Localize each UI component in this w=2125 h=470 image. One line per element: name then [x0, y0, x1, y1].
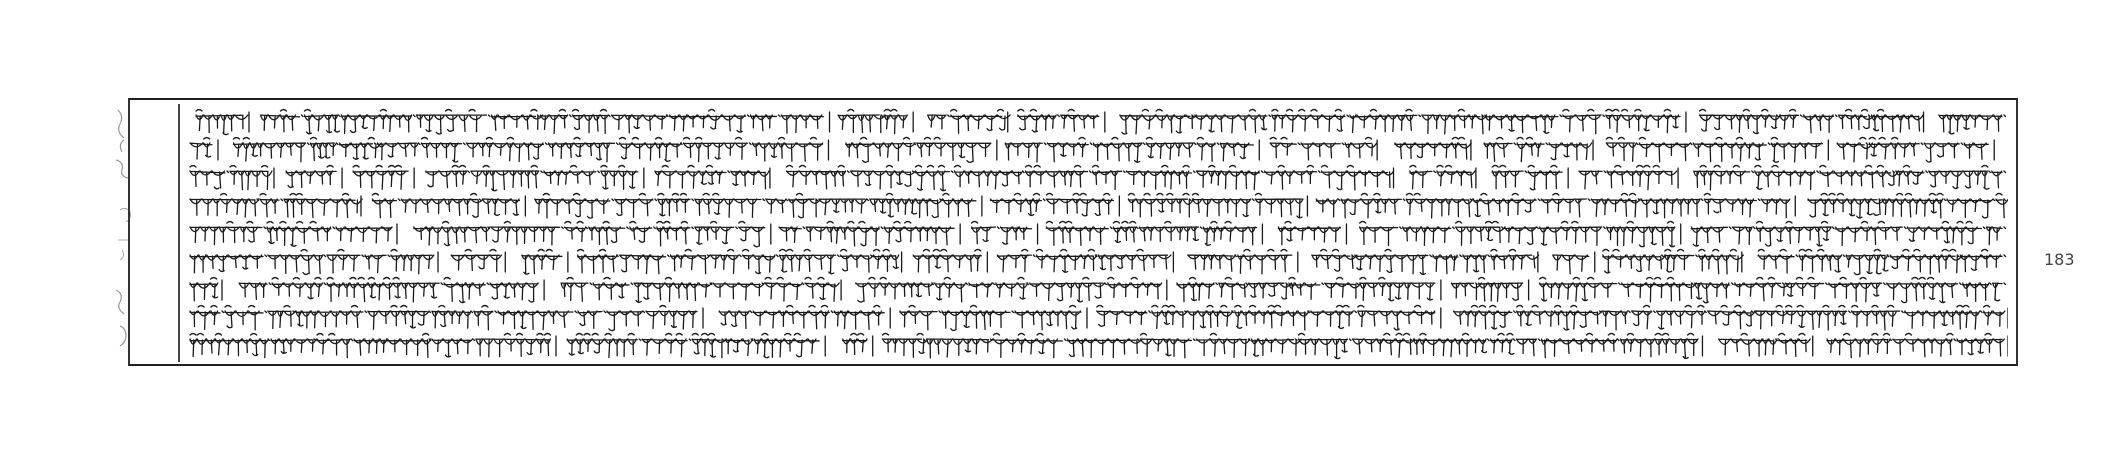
handwritten-script-strokes [190, 194, 2008, 219]
text-line-1 [186, 106, 2008, 136]
text-line-7 [186, 274, 2008, 304]
text-line-5 [186, 218, 2008, 248]
text-line-4 [186, 190, 2008, 220]
handwritten-script-strokes [190, 278, 2006, 303]
text-line-6 [186, 246, 2008, 276]
handwritten-script-strokes [190, 166, 2006, 191]
handwritten-script-strokes [190, 138, 1994, 163]
tibetan-text-block [186, 104, 2008, 362]
handwritten-script-strokes [196, 110, 2006, 135]
handwritten-script-strokes [190, 250, 2006, 275]
handwritten-script-strokes [190, 306, 2008, 331]
handwritten-script-strokes [190, 334, 2008, 359]
text-line-3 [186, 162, 2008, 192]
text-line-8 [186, 302, 2008, 332]
handwritten-script-strokes [190, 222, 2006, 247]
text-line-2 [186, 134, 2008, 164]
text-line-9 [186, 330, 2008, 360]
margin-rule [178, 104, 180, 362]
page-number: 183 [2044, 250, 2075, 269]
